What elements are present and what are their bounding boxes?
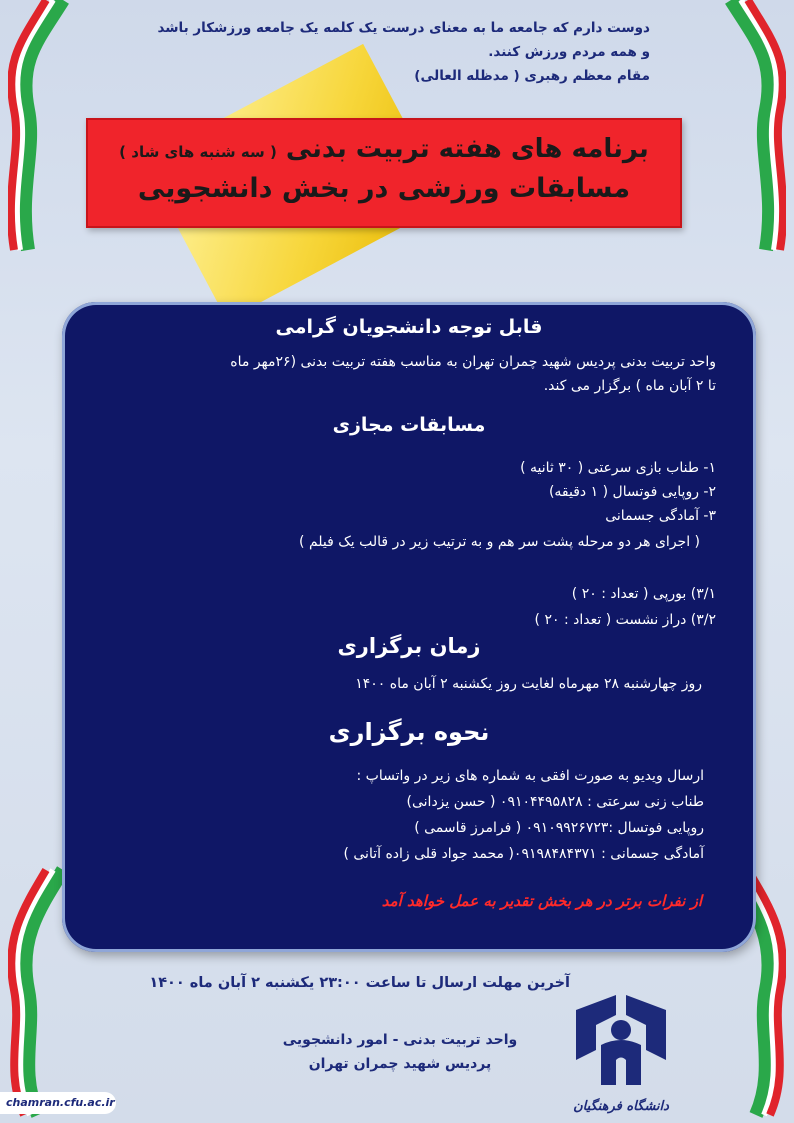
- greeting-heading: قابل توجه دانشجویان گرامی: [275, 316, 543, 338]
- deadline-text: آخرین مهلت ارسال تا ساعت ۲۳:۰۰ یکشنبه ۲ آبان ماه ۱۴۰۰: [149, 975, 570, 991]
- header-title-note: ( سه شنبه های شاد ): [119, 143, 277, 161]
- sub-item-situp: ۳/۲) دراز نشست ( تعداد : ۲۰ ): [534, 612, 716, 628]
- closing-note: از نفرات برتر در هر بخش تقدیر به عمل خواهد آمد: [381, 892, 702, 910]
- site-url-label[interactable]: chamran.cfu.ac.ir: [0, 1092, 116, 1114]
- method-line-1: ارسال ویدیو به صورت افقی به شماره های زیر در واتساپ :: [356, 768, 704, 784]
- competition-item-3-note: ( اجرای هر دو مرحله پشت سر هم و به ترتیب زیر در قالب یک فیلم ): [299, 534, 700, 550]
- flag-ribbon-top-left: [8, 0, 78, 260]
- intro-line-1: واحد تربیت بدنی پردیس شهید چمران تهران به مناسب هفته تربیت بدنی (۲۶مهر ماه: [230, 354, 716, 370]
- competition-item-2: ۲- روپایی فوتسال ( ۱ دقیقه): [548, 484, 716, 500]
- schedule-text: روز چهارشنبه ۲۸ مهرماه لغایت روز یکشنبه ۲ آبان ماه ۱۴۰۰: [355, 676, 702, 692]
- quote-line-2: و همه مردم ورزش کنند.: [488, 44, 650, 60]
- footer-line-2: پردیس شهید چمران تهران: [308, 1056, 492, 1072]
- method-line-3: روپایی فوتسال :۰۹۱۰۹۹۲۶۷۲۳ ( فرامرز قاسمی ): [414, 820, 704, 836]
- method-heading: نحوه برگزاری: [328, 718, 490, 746]
- quote-attribution: مقام معظم رهبری ( مدظله العالی): [414, 68, 650, 84]
- competition-item-1: ۱- طناب بازی سرعتی ( ۳۰ ثانیه ): [520, 460, 716, 476]
- header-title-line: [88, 132, 680, 169]
- footer-organization: [250, 1028, 550, 1076]
- logo-wordmark: دانشگاه فرهنگیان: [573, 1099, 669, 1114]
- sub-item-burpee: ۳/۱) بورپی ( تعداد : ۲۰ ): [571, 586, 716, 602]
- method-line-2: طناب زنی سرعتی : ۰۹۱۰۴۴۹۵۸۲۸ ( حسن یزدانی): [406, 794, 704, 810]
- header-title: برنامه های هفته تربیت بدنی: [285, 134, 649, 164]
- intro-line-2: تا ۲ آبان ماه ) برگزار می کند.: [543, 378, 716, 394]
- footer-line-1: واحد تربیت بدنی - امور دانشجویی: [282, 1032, 518, 1048]
- competition-item-3: ۳- آمادگی جسمانی: [605, 508, 716, 524]
- header-banner: [86, 118, 682, 228]
- schedule-heading: زمان برگزاری: [337, 634, 481, 658]
- flag-ribbon-top-right: [716, 0, 786, 260]
- header-subtitle: مسابقات ورزشی در بخش دانشجویی: [137, 173, 631, 204]
- university-logo: [566, 990, 676, 1120]
- quote-line-1: دوست دارم که جامعه ما به معنای درست یک کلمه یک جامعه ورزشکار باشد: [157, 20, 650, 36]
- announcement-panel: [62, 302, 756, 952]
- method-line-4: آمادگی جسمانی : ۰۹۱۹۸۴۸۴۳۷۱( محمد جواد قلی زاده آتانی ): [343, 846, 704, 862]
- leader-quote: [150, 16, 650, 88]
- virtual-competitions-heading: مسابقات مجازی: [332, 414, 486, 436]
